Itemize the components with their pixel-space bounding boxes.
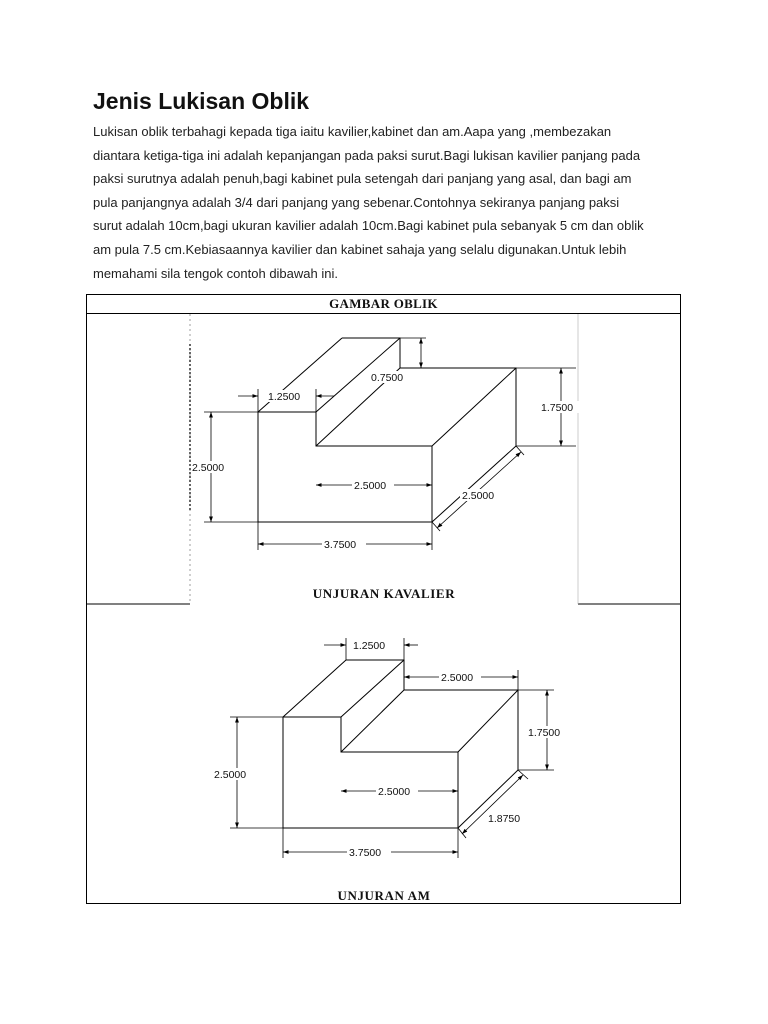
paragraph-line: diantara ketiga-tiga ini adalah kepanjangan pada paksi surut.Bagi lukisan kavilier panjang pada <box>93 147 641 163</box>
dim-label-step-width: 1.2500 <box>268 391 301 403</box>
cavalier-dimensions <box>204 338 576 550</box>
receding-edge <box>432 368 516 446</box>
general-oblique-drawing <box>283 660 521 828</box>
dim-label-top-width: 2.5000 <box>441 672 474 684</box>
table-header: GAMBAR OBLIK <box>87 295 680 314</box>
dim-label-base-width: 3.7500 <box>349 847 382 859</box>
cavalier-dimension-labels <box>191 371 579 551</box>
paragraph-line: am pula 7.5 cm.Kebiasaannya kavilier dan kabinet sahaja yang selalu digunakan.Untuk lebih <box>93 241 627 257</box>
paragraph-line: paksi surutnya adalah penuh,bagi kabinet pula setengah dari panjang yang asal, dan bagi am <box>93 171 632 187</box>
dim-label-depth: 2.5000 <box>462 490 495 502</box>
general-back-edges <box>346 660 518 770</box>
page-title: Jenis Lukisan Oblik <box>93 88 310 114</box>
receding-edge <box>458 690 518 752</box>
caption-cavalier: UNJURAN KAVALIER <box>312 586 456 601</box>
receding-edge <box>341 690 404 752</box>
dim-label-right-height: 1.7500 <box>528 727 561 739</box>
dim-label-inner-width: 2.5000 <box>378 786 411 798</box>
paragraph-line: pula panjangnya adalah 3/4 dari panjang yang sebenar.Contohnya sekiranya panjang paksi <box>93 194 620 210</box>
paragraph-line: memahami sila tengok contoh dibawah ini. <box>93 265 338 281</box>
paragraph-line: Lukisan oblik terbahagi kepada tiga iaitu kavilier,kabinet dan am.Aapa yang ,membezakan <box>93 124 612 139</box>
dim-label-base-width: 3.7500 <box>324 539 357 551</box>
paragraph-line: surut adalah 10cm,bagi ukuran kavilier adalah 10cm.Bagi kabinet pula sebanyak 5 cm dan oblik <box>93 218 644 234</box>
dim-label-left-height: 2.5000 <box>192 462 225 474</box>
dim-label-inner-width: 2.5000 <box>354 480 387 492</box>
dim-label-top-step: 0.7500 <box>371 372 404 384</box>
dim-label-step-width: 1.2500 <box>353 640 386 652</box>
cavalier-front-face <box>258 412 432 522</box>
receding-edge <box>283 660 346 717</box>
receding-edge <box>432 446 516 522</box>
caption-general: UNJURAN AM <box>337 888 431 903</box>
dim-label-depth: 1.8750 <box>488 813 521 825</box>
dim-label-left-height: 2.5000 <box>214 769 247 781</box>
dim-label-right-height: 1.7500 <box>541 402 574 414</box>
general-front-face <box>283 717 458 828</box>
receding-edge <box>341 660 404 717</box>
